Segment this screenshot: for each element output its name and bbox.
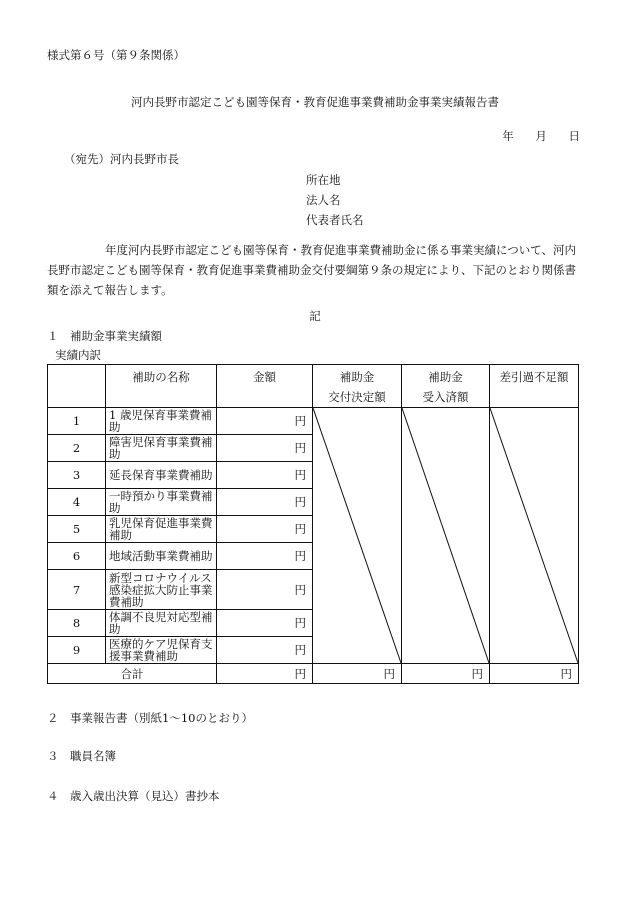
body-paragraph: 年度河内長野市認定こども園等保育・教育促進事業費補助金に係る事業実績について、河内長野市認定こども園等保育・教育促進事業費補助金交付要綱第９条の規定により、下記のとおり関係書類を添えて報告します。 <box>47 243 577 297</box>
row-name: 乳児保育促進事業費補助 <box>106 516 217 543</box>
row-amount[interactable]: 円 <box>217 543 313 570</box>
row-number: 1 <box>48 408 106 435</box>
total-received[interactable]: 円 <box>402 664 490 684</box>
received-diagonal <box>402 408 490 664</box>
total-amount[interactable]: 円 <box>217 664 313 684</box>
sender-corporation-label: 法人名 <box>306 193 341 207</box>
row-name: 一時預かり事業費補助 <box>106 489 217 516</box>
item-4-budget-statement: ４ 歳入歳出決算（見込）書抄本 <box>47 789 220 803</box>
date-line: 年 月 日 <box>502 129 580 143</box>
document-title: 河内長野市認定こども園等保育・教育促進事業費補助金事業実績報告書 <box>131 95 499 109</box>
header-difference: 差引過不足額 <box>490 365 579 408</box>
addressee: （宛先）河内長野市長 <box>64 152 179 166</box>
header-decided: 補助金 交付決定額 <box>313 365 402 408</box>
subsidy-table <box>47 364 579 684</box>
decided-diagonal <box>313 408 402 664</box>
row-name: 地域活動事業費補助 <box>106 543 217 570</box>
row-number: 9 <box>48 637 106 664</box>
row-amount[interactable]: 円 <box>217 489 313 516</box>
form-number: 様式第６号（第９条関係） <box>47 48 185 62</box>
row-number: 8 <box>48 610 106 637</box>
table-total-row <box>48 664 579 684</box>
row-name: 障害児保育事業費補助 <box>106 435 217 462</box>
difference-diagonal <box>490 408 579 664</box>
row-amount[interactable]: 円 <box>217 610 313 637</box>
header-blank <box>48 365 106 408</box>
total-difference[interactable]: 円 <box>490 664 579 684</box>
row-number: 7 <box>48 570 106 610</box>
row-name: 1 歳児保育事業費補助 <box>106 408 217 435</box>
sender-block <box>306 170 364 230</box>
table-row <box>48 408 579 435</box>
breakdown-label: 実績内訳 <box>55 348 101 362</box>
item-2-business-report: ２ 事業報告書（別紙1～10のとおり） <box>47 711 253 725</box>
row-amount[interactable]: 円 <box>217 408 313 435</box>
ki-label: 記 <box>309 309 321 323</box>
section-1-heading: １ 補助金事業実績額 <box>47 329 162 343</box>
row-number: 6 <box>48 543 106 570</box>
sender-representative-label: 代表者氏名 <box>306 213 364 227</box>
header-received: 補助金 受入済額 <box>402 365 490 408</box>
row-name: 体調不良児対応型補助 <box>106 610 217 637</box>
total-decided[interactable]: 円 <box>313 664 402 684</box>
row-name: 延長保育事業費補助 <box>106 462 217 489</box>
total-label: 合計 <box>48 664 217 684</box>
row-name: 医療的ケア児保育支援事業費補助 <box>106 637 217 664</box>
table-header-row <box>48 365 579 408</box>
row-number: 3 <box>48 462 106 489</box>
row-name: 新型コロナウイルス感染症拡大防止事業費補助 <box>106 570 217 610</box>
header-amount: 金額 <box>217 365 313 408</box>
header-name: 補助の名称 <box>106 365 217 408</box>
item-3-staff-list: ３ 職員名簿 <box>47 749 116 763</box>
row-number: 4 <box>48 489 106 516</box>
row-number: 5 <box>48 516 106 543</box>
row-amount[interactable]: 円 <box>217 435 313 462</box>
row-amount[interactable]: 円 <box>217 516 313 543</box>
row-number: 2 <box>48 435 106 462</box>
row-amount[interactable]: 円 <box>217 637 313 664</box>
row-amount[interactable]: 円 <box>217 570 313 610</box>
row-amount[interactable]: 円 <box>217 462 313 489</box>
sender-address-label: 所在地 <box>306 173 341 187</box>
